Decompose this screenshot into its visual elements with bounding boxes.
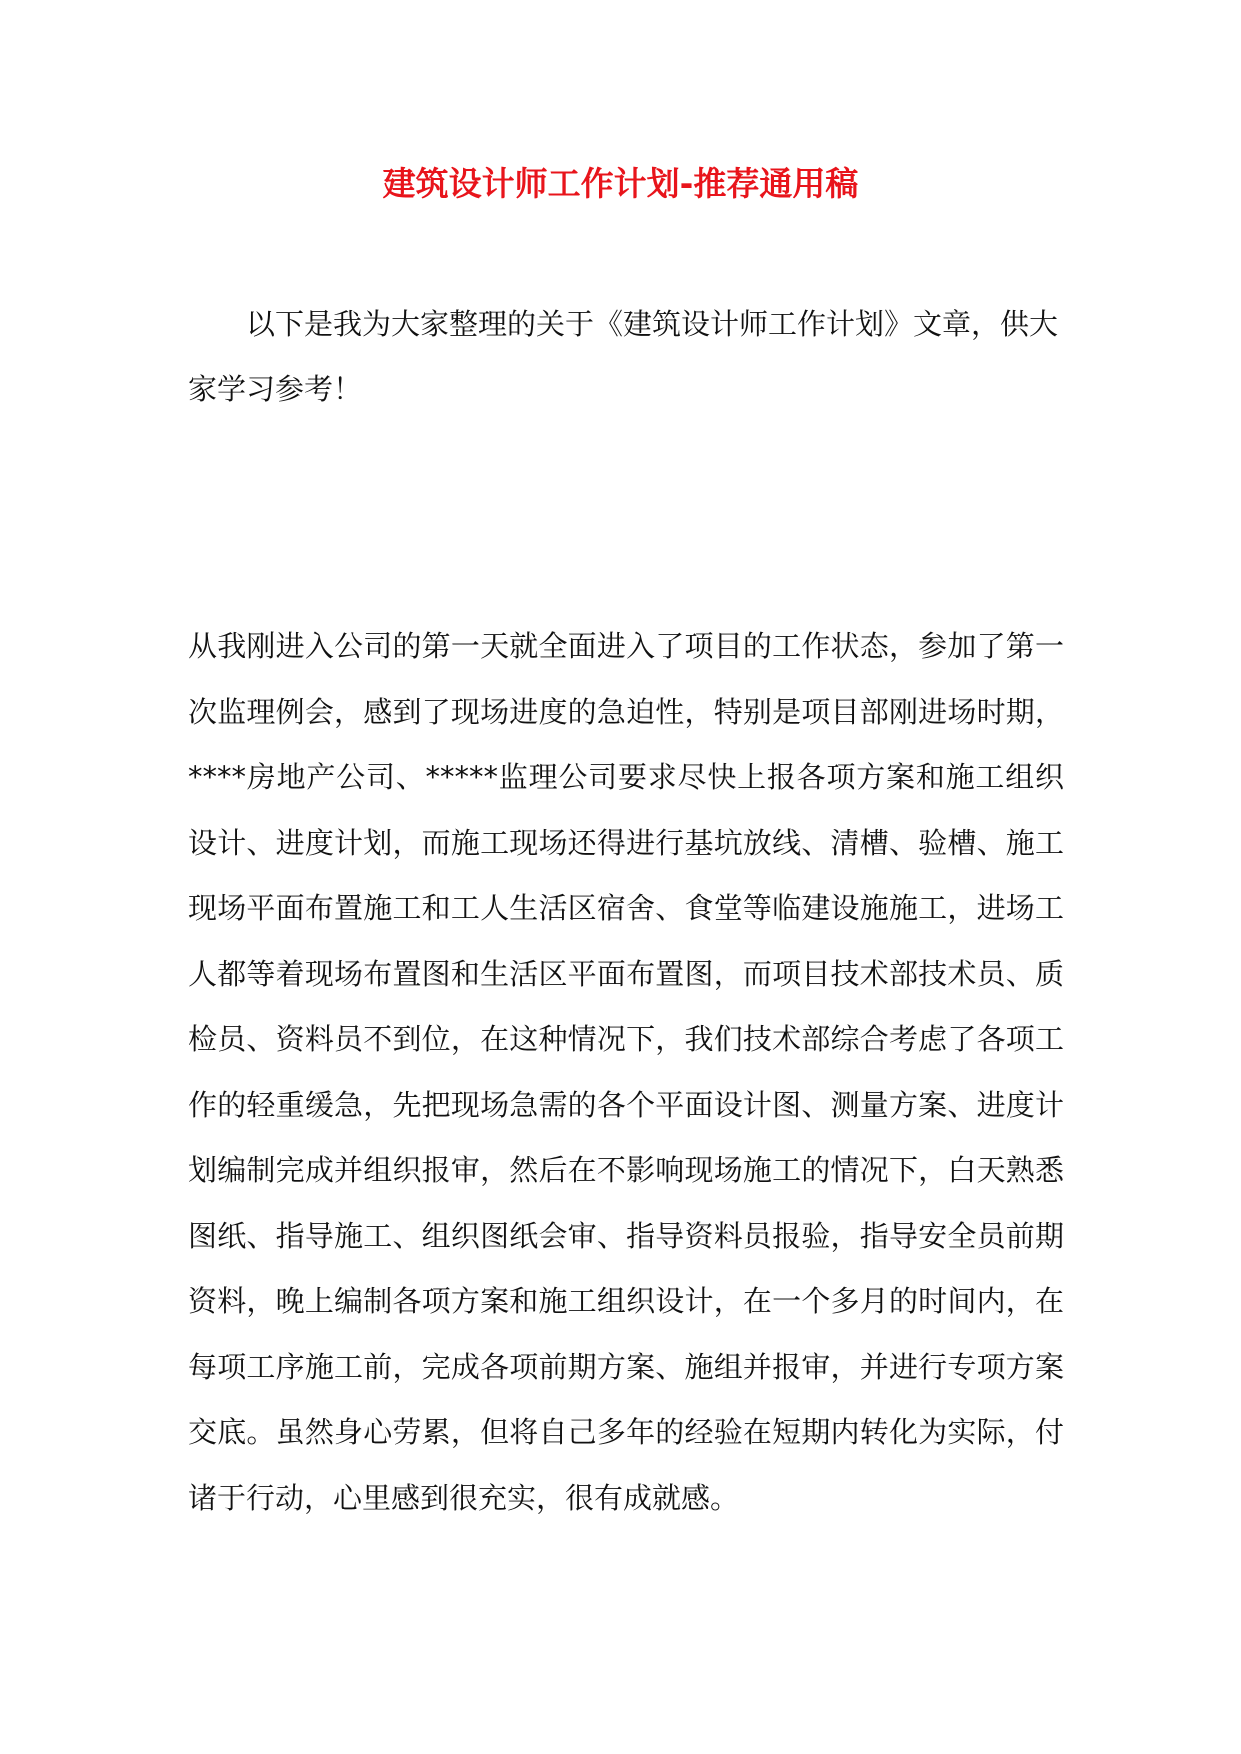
intro-paragraph: 以下是我为大家整理的关于《建筑设计师工作计划》文章，供大家学习参考！ xyxy=(188,307,1059,406)
document-title: 建筑设计师工作计划-推荐通用稿 xyxy=(382,164,859,203)
body-paragraph: 从我刚进入公司的第一天就全面进入了项目的工作状态，参加了第一次监理例会，感到了现场进度的急迫性，特别是项目部刚进场时期，****房地产公司、*****监理公司要求尽快上报各项方案和施工组织设计、进度计划，而施工现场还得进行基坑放线、清槽、验槽、施工现场平面布置施工和工人生活区宿舍、食堂等临建设施施工，进场工人都等着现场布置图和生活区平面布置图，而项目技术部技术员、质检员、资料员不到位，在这种情况下，我们技术部综合考虑了各项工作的轻重缓急，先把现场急需的各个平面设计图、测量方案、进度计划编制完成并组织报审，然后在不影响现场施工的情况下，白天熟悉图纸、指导施工、组织图纸会审、指导资料员报验，指导安全员前期资料，晚上编制各项方案和施工组织设计，在一个多月的时间内，在每项工序施工前，完成各项前期方案、施组并报审，并进行专项方案交底。虽然身心劳累，但将自己多年的经验在短期内转化为实际，付诸于行动，心里感到很充实，很有成就感。 xyxy=(188,629,1064,1515)
